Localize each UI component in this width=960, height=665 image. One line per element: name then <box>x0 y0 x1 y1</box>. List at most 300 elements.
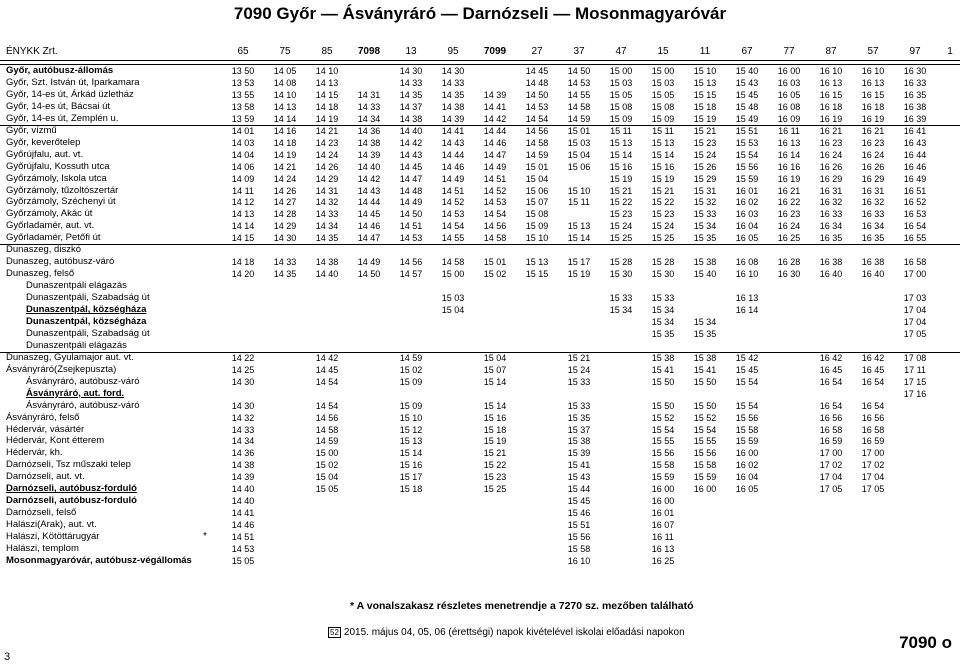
departure-time: 15 21 <box>693 125 717 136</box>
departure-time: 14 29 <box>273 221 297 232</box>
departure-time: 14 42 <box>483 113 507 124</box>
departure-time: 14 46 <box>441 161 465 172</box>
column-header: 37 <box>573 46 585 57</box>
departure-time: 17 05 <box>819 484 843 495</box>
departure-time: 15 14 <box>483 400 507 411</box>
departure-time: 16 30 <box>777 269 801 280</box>
departure-time: 15 10 <box>567 185 591 196</box>
departure-time: 16 11 <box>778 125 800 136</box>
departure-time: 17 04 <box>861 472 885 483</box>
page-number: 3 <box>4 651 11 663</box>
departure-time: 15 34 <box>651 305 675 315</box>
departure-time: 16 49 <box>903 173 927 184</box>
departure-time: 14 40 <box>231 484 255 495</box>
departure-time: 15 25 <box>483 484 507 495</box>
stop-name: Győr, Szt. István út, Iparkamara <box>6 76 140 88</box>
departure-time: 13 59 <box>231 113 255 124</box>
departure-time: 16 05 <box>777 89 801 100</box>
departure-time: 15 56 <box>651 448 675 459</box>
departure-time: 15 10 <box>525 233 549 244</box>
departure-time: 15 33 <box>609 293 633 304</box>
departure-time: 14 33 <box>441 77 465 88</box>
departure-time: 14 59 <box>399 352 423 363</box>
departure-time: 14 52 <box>483 185 507 196</box>
departure-time: 14 54 <box>525 113 549 124</box>
departure-time: 14 18 <box>273 137 297 148</box>
departure-time: 16 23 <box>777 209 801 220</box>
column-header: 75 <box>279 46 291 57</box>
stop-name: Győr, 14-es út, Árkád üzletház <box>6 88 134 100</box>
departure-time: 14 55 <box>441 233 465 244</box>
departure-time: 14 30 <box>273 233 297 244</box>
stop-name: Győrújfalu, aut. vt. <box>6 148 84 160</box>
timetable-row <box>0 101 960 113</box>
departure-time: 14 39 <box>231 472 255 483</box>
departure-time: 14 08 <box>273 77 297 88</box>
departure-time: 15 11 <box>652 125 674 136</box>
departure-time: 14 39 <box>441 113 465 124</box>
departure-time: 15 52 <box>693 412 717 423</box>
departure-time: 16 14 <box>735 305 759 315</box>
departure-time: 14 33 <box>231 424 255 435</box>
departure-time: 15 48 <box>735 101 759 112</box>
departure-time: 16 44 <box>903 149 927 160</box>
departure-time: 15 23 <box>609 209 633 220</box>
departure-time: 15 18 <box>483 424 507 435</box>
departure-time: 14 34 <box>357 113 381 124</box>
departure-time: 15 35 <box>693 328 717 339</box>
stop-name: Dunaszeg, diszkó <box>6 244 81 256</box>
departure-time: 14 34 <box>231 436 255 447</box>
column-header: 65 <box>237 46 249 57</box>
departure-time: 16 15 <box>819 89 843 100</box>
departure-time: 14 31 <box>315 185 339 196</box>
departure-time: 15 03 <box>567 137 591 148</box>
departure-time: 17 04 <box>903 305 927 315</box>
timetable-row <box>0 400 960 412</box>
stop-name: Hédervár, vásártér <box>6 423 85 435</box>
departure-time: 15 02 <box>399 364 423 375</box>
departure-time: 14 21 <box>315 125 339 136</box>
footnote-52-text: 2015. május 04, 05, 06 (érettségi) napok kivételével iskolai előadási napokon <box>343 627 685 638</box>
departure-time: 17 04 <box>819 472 843 483</box>
departure-time: 16 58 <box>861 424 885 435</box>
departure-time: 14 18 <box>231 257 255 268</box>
departure-time: 14 22 <box>231 352 255 363</box>
departure-time: 14 54 <box>441 221 465 232</box>
timetable-row <box>0 137 960 149</box>
departure-time: 16 24 <box>861 149 885 160</box>
departure-time: 15 09 <box>525 221 549 232</box>
departure-time: 14 13 <box>273 101 297 112</box>
departure-time: 14 53 <box>399 233 423 244</box>
column-header: 15 <box>657 46 669 57</box>
timetable-row <box>0 495 960 507</box>
departure-time: 15 37 <box>567 424 591 435</box>
stop-name: Ásványráró, felső <box>6 411 80 423</box>
departure-time: 15 33 <box>567 400 591 411</box>
stop-name: Győrladamér, aut. vt. <box>6 220 95 232</box>
departure-time: 15 21 <box>609 185 633 196</box>
departure-time: 15 00 <box>609 66 633 76</box>
departure-time: 14 38 <box>357 137 381 148</box>
departure-time: 15 11 <box>568 197 590 208</box>
departure-time: 14 33 <box>357 101 381 112</box>
departure-time: 15 23 <box>483 472 507 483</box>
departure-time: 15 55 <box>651 436 675 447</box>
departure-time: 14 35 <box>399 89 423 100</box>
departure-time: 17 02 <box>819 460 843 471</box>
group-rule <box>0 125 960 126</box>
departure-time: 15 03 <box>441 293 465 304</box>
departure-time: 14 56 <box>315 412 339 423</box>
departure-time: 16 14 <box>777 149 801 160</box>
departure-time: 14 35 <box>441 89 465 100</box>
stop-name: Dunaszentpál, községháza <box>26 304 147 315</box>
departure-time: 16 28 <box>777 257 801 268</box>
departure-time: 17 02 <box>861 460 885 471</box>
departure-time: 14 59 <box>315 436 339 447</box>
stop-name: Darnózseli, Tsz műszaki telep <box>6 459 131 471</box>
departure-time: 15 23 <box>651 209 675 220</box>
departure-time: 16 24 <box>819 149 843 160</box>
departure-time: 16 54 <box>903 221 927 232</box>
departure-time: 14 33 <box>273 257 297 268</box>
departure-time: 16 01 <box>651 508 675 519</box>
stop-name: Győrzámoly, Széchenyi út <box>6 196 116 208</box>
stop-name: Darnózseli, felső <box>6 507 77 519</box>
departure-time: 14 13 <box>315 77 339 88</box>
rule <box>0 64 960 65</box>
departure-time: 16 29 <box>819 173 843 184</box>
departure-time: 14 39 <box>483 89 507 100</box>
column-header: 67 <box>741 46 753 57</box>
departure-time: 15 09 <box>651 113 675 124</box>
departure-time: 17 00 <box>861 448 885 459</box>
stop-name: Mosonmagyaróvár, autóbusz-végállomás <box>6 554 192 566</box>
departure-time: 14 51 <box>483 173 507 184</box>
departure-time: 15 14 <box>399 448 423 459</box>
timetable-row <box>0 328 960 340</box>
timetable-row <box>0 340 960 352</box>
departure-time: 13 53 <box>231 77 255 88</box>
departure-time: 14 14 <box>273 113 297 124</box>
departure-time: 15 54 <box>735 400 759 411</box>
departure-time: 15 59 <box>735 173 759 184</box>
departure-time: 14 09 <box>231 173 255 184</box>
departure-time: 14 53 <box>483 197 507 208</box>
departure-time: 16 33 <box>903 77 927 88</box>
departure-time: 14 10 <box>315 66 339 76</box>
departure-time: 16 13 <box>651 544 675 554</box>
departure-time: 14 10 <box>273 89 297 100</box>
departure-time: 16 00 <box>651 484 675 495</box>
departure-time: 16 56 <box>819 412 843 423</box>
timetable-row <box>0 304 960 316</box>
stop-name: Dunaszeg, felső <box>6 268 75 280</box>
departure-time: 14 42 <box>315 352 339 363</box>
departure-time: 14 52 <box>441 197 465 208</box>
departure-time: 15 45 <box>735 364 759 375</box>
departure-time: 14 46 <box>357 221 381 232</box>
departure-time: 14 05 <box>273 66 297 76</box>
departure-time: 16 58 <box>819 424 843 435</box>
departure-time: 16 54 <box>819 400 843 411</box>
departure-time: 15 28 <box>609 257 633 268</box>
departure-time: 17 00 <box>903 269 927 280</box>
departure-time: 14 20 <box>231 269 255 280</box>
column-header: 47 <box>615 46 627 57</box>
departure-time: 16 25 <box>777 233 801 244</box>
departure-time: 14 47 <box>357 233 381 244</box>
departure-time: 15 23 <box>693 137 717 148</box>
departure-time: 15 50 <box>651 400 675 411</box>
departure-time: 14 38 <box>231 460 255 471</box>
departure-time: 15 33 <box>567 376 591 387</box>
departure-time: 15 14 <box>567 233 591 244</box>
departure-time: 15 16 <box>609 161 633 172</box>
departure-time: 16 54 <box>861 400 885 411</box>
timetable-row <box>0 471 960 483</box>
timetable-row <box>0 220 960 232</box>
departure-time: 14 26 <box>315 161 339 172</box>
departure-time: 14 56 <box>525 125 549 136</box>
departure-time: 16 19 <box>861 113 885 124</box>
departure-time: 15 51 <box>735 125 759 136</box>
column-header: 27 <box>531 46 543 57</box>
departure-time: 15 43 <box>735 77 759 88</box>
departure-time: 17 00 <box>819 448 843 459</box>
timetable-row <box>0 292 960 304</box>
timetable-row <box>0 531 960 543</box>
timetable-row <box>0 173 960 185</box>
departure-time: 16 21 <box>777 185 801 196</box>
departure-time: 14 45 <box>399 161 423 172</box>
departure-time: 15 33 <box>693 209 717 220</box>
departure-time: 14 54 <box>483 209 507 220</box>
departure-time: 17 15 <box>903 376 927 387</box>
column-header: 11 <box>699 46 711 57</box>
departure-time: 14 51 <box>231 532 255 543</box>
departure-time: 16 38 <box>903 101 927 112</box>
departure-time: 14 55 <box>567 89 591 100</box>
departure-time: 14 37 <box>399 101 423 112</box>
departure-time: 14 35 <box>315 233 339 244</box>
departure-time: 16 05 <box>735 484 759 495</box>
stop-name: Ásványráró(Zsejkepuszta) <box>6 363 117 375</box>
departure-time: 14 54 <box>315 376 339 387</box>
departure-time: 15 10 <box>693 66 717 76</box>
departure-time: 16 35 <box>819 233 843 244</box>
departure-time: 14 54 <box>315 400 339 411</box>
departure-time: 15 59 <box>651 472 675 483</box>
departure-time: 14 49 <box>357 257 381 268</box>
column-header: 1 <box>947 46 953 57</box>
departure-time: 14 12 <box>231 197 255 208</box>
departure-time: 17 08 <box>903 352 927 363</box>
stop-name: Ásványráró, autóbusz-váró <box>26 399 140 411</box>
departure-time: 15 24 <box>567 364 591 375</box>
departure-time: 16 46 <box>903 161 927 172</box>
departure-time: 15 13 <box>693 77 717 88</box>
departure-time: 15 22 <box>483 460 507 471</box>
departure-time: 15 03 <box>651 77 675 88</box>
departure-time: 15 16 <box>651 161 675 172</box>
departure-time: 13 55 <box>231 89 255 100</box>
timetable-row <box>0 77 960 89</box>
departure-time: 15 50 <box>693 376 717 387</box>
timetable-row <box>0 149 960 161</box>
departure-time: 16 03 <box>735 209 759 220</box>
departure-time: 14 51 <box>441 185 465 196</box>
departure-time: 15 56 <box>693 448 717 459</box>
stop-name: Győr, 14-es út, Bácsai út <box>6 100 111 112</box>
departure-time: 15 06 <box>567 161 591 172</box>
departure-time: 15 07 <box>483 364 507 375</box>
departure-time: 14 40 <box>399 125 423 136</box>
departure-time: 15 40 <box>735 66 759 76</box>
departure-time: 16 29 <box>861 173 885 184</box>
departure-time: 14 48 <box>399 185 423 196</box>
departure-time: 14 27 <box>273 197 297 208</box>
departure-time: 16 26 <box>819 161 843 172</box>
departure-time: 14 45 <box>357 209 381 220</box>
departure-time: 15 15 <box>525 269 549 280</box>
timetable-row <box>0 208 960 220</box>
departure-time: 16 13 <box>861 77 885 88</box>
departure-time: 14 14 <box>231 221 255 232</box>
departure-time: 14 38 <box>441 101 465 112</box>
departure-time: 16 09 <box>777 113 801 124</box>
departure-time: 15 41 <box>651 364 675 375</box>
departure-time: 15 44 <box>567 484 591 495</box>
rule <box>0 60 960 61</box>
departure-time: 14 43 <box>357 185 381 196</box>
departure-time: 14 46 <box>483 137 507 148</box>
column-header: 77 <box>783 46 795 57</box>
departure-time: 16 10 <box>735 269 759 280</box>
departure-time: 15 03 <box>609 77 633 88</box>
departure-time: 16 02 <box>735 197 759 208</box>
departure-time: 16 10 <box>819 66 843 76</box>
departure-time: 15 08 <box>651 101 675 112</box>
departure-time: 15 00 <box>651 66 675 76</box>
timetable-row <box>0 352 960 364</box>
departure-time: 15 02 <box>483 269 507 280</box>
departure-time: 13 58 <box>231 101 255 112</box>
departure-time: 14 41 <box>441 125 465 136</box>
group-rule <box>0 352 960 353</box>
departure-time: 14 30 <box>399 66 423 76</box>
departure-time: 15 59 <box>735 436 759 447</box>
departure-time: 15 09 <box>609 113 633 124</box>
departure-time: 14 43 <box>399 149 423 160</box>
departure-time: 15 04 <box>441 305 465 315</box>
departure-time: 14 38 <box>315 257 339 268</box>
departure-time: 14 45 <box>315 364 339 375</box>
footnote-star: * A vonalszakasz részletes menetrendje a 7270 sz. mezőben található <box>350 600 694 612</box>
departure-time: 15 50 <box>693 400 717 411</box>
departure-time: 16 40 <box>861 269 885 280</box>
departure-time: 15 08 <box>609 101 633 112</box>
stop-name: Győr, vízmű <box>6 124 57 136</box>
departure-time: 15 24 <box>609 221 633 232</box>
departure-time: 14 36 <box>357 125 381 136</box>
timetable-row <box>0 507 960 519</box>
departure-time: 15 22 <box>609 197 633 208</box>
departure-time: 15 19 <box>609 173 633 184</box>
departure-time: 14 50 <box>525 89 549 100</box>
departure-time: 15 54 <box>735 149 759 160</box>
departure-time: 15 40 <box>693 269 717 280</box>
stop-name: Dunaszentpáli elágazás <box>26 339 127 351</box>
departure-time: 16 38 <box>861 257 885 268</box>
departure-time: 15 25 <box>609 233 633 244</box>
departure-time: 15 08 <box>525 209 549 220</box>
timetable-row <box>0 196 960 208</box>
departure-time: 16 33 <box>819 209 843 220</box>
departure-time: 15 01 <box>525 161 549 172</box>
stop-name: Dunaszeg, Gyulamajor aut. vt. <box>6 351 134 363</box>
star-marker: * <box>203 531 207 543</box>
stop-name: Halászi, templom <box>6 543 79 554</box>
departure-time: 15 12 <box>399 424 423 435</box>
departure-time: 15 14 <box>483 376 507 387</box>
departure-time: 16 23 <box>861 137 885 148</box>
departure-time: 14 47 <box>483 149 507 160</box>
departure-time: 15 28 <box>651 257 675 268</box>
stop-name: Halászi(Arak), aut. vt. <box>6 519 97 531</box>
departure-time: 14 59 <box>525 149 549 160</box>
column-header: 97 <box>909 46 921 57</box>
column-header: 57 <box>867 46 879 57</box>
departure-time: 14 06 <box>231 161 255 172</box>
departure-time: 17 05 <box>903 328 927 339</box>
departure-time: 14 15 <box>315 89 339 100</box>
departure-time: 16 52 <box>903 197 927 208</box>
departure-time: 14 13 <box>231 209 255 220</box>
departure-time: 15 19 <box>693 113 717 124</box>
departure-time: 15 49 <box>735 113 759 124</box>
departure-time: 16 35 <box>903 89 927 100</box>
departure-time: 14 21 <box>273 161 297 172</box>
departure-time: 15 54 <box>693 424 717 435</box>
departure-time: 15 04 <box>567 149 591 160</box>
timetable-row <box>0 185 960 197</box>
timetable-row <box>0 459 960 471</box>
timetable-row <box>0 435 960 447</box>
stop-name: Dunaszeg, autóbusz-váró <box>6 256 115 268</box>
departure-time: 15 30 <box>651 269 675 280</box>
departure-time: 14 58 <box>567 101 591 112</box>
timetable-row <box>0 125 960 137</box>
departure-time: 15 11 <box>610 125 632 136</box>
departure-time: 14 56 <box>399 257 423 268</box>
departure-time: 14 41 <box>483 101 507 112</box>
departure-time: 15 18 <box>693 101 717 112</box>
timetable-row <box>0 519 960 531</box>
departure-time: 16 54 <box>861 376 885 387</box>
departure-time: 15 35 <box>567 412 591 423</box>
departure-time: 14 31 <box>357 89 381 100</box>
departure-time: 17 16 <box>903 388 927 399</box>
departure-time: 15 41 <box>693 364 717 375</box>
departure-time: 14 04 <box>231 149 255 160</box>
departure-time: 15 14 <box>651 149 675 160</box>
operator-label: ÉNYKK Zrt. <box>6 46 58 57</box>
stop-name: Dunaszentpál, községháza <box>26 315 147 327</box>
departure-time: 14 28 <box>273 209 297 220</box>
